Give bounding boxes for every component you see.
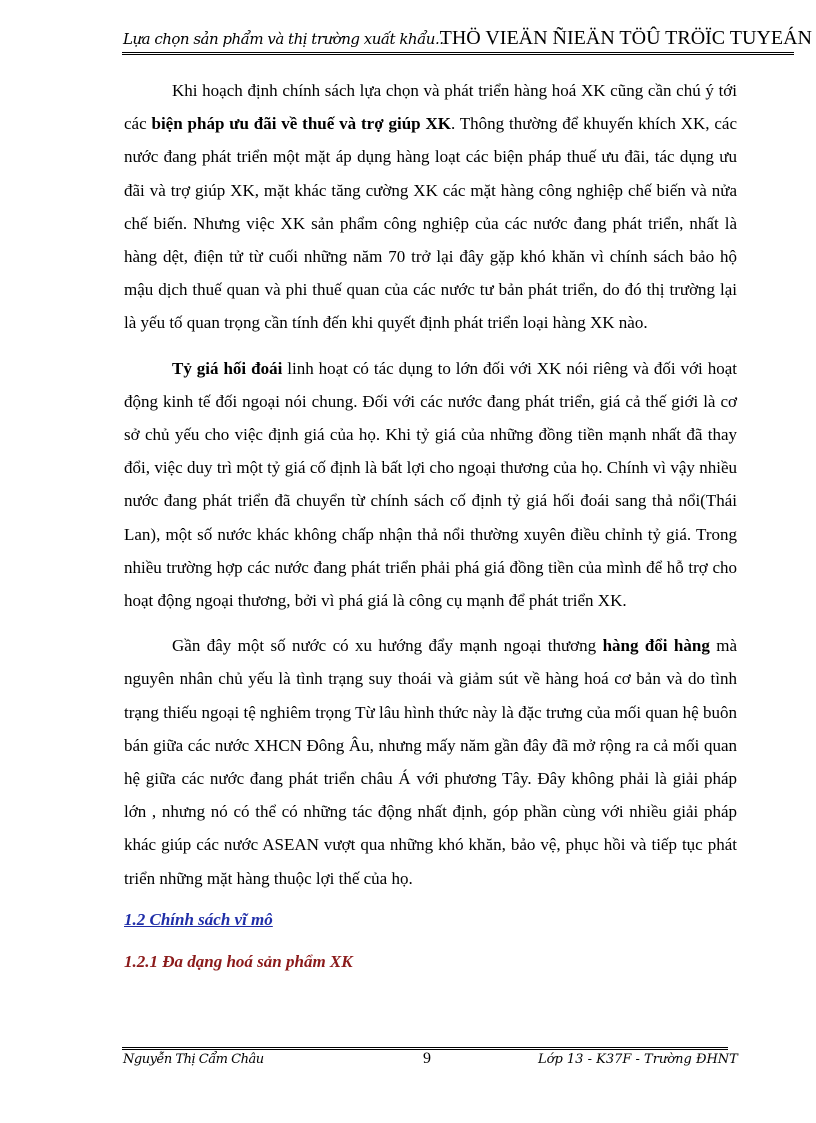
paragraph-text: linh hoạt có tác dụng to lớn đối với XK nói riêng và đối với hoạt động kinh tế đối ngoại nói chung. Đối với các nước đang phát triển, giá cả thế giới là cơ sở chủ yếu cho việc định giá của họ. Khi tỷ giá của những đồng tiền mạnh nhất đã thay đổi, việc duy trì một tỷ giá cố định là bất lợi cho ngoại thương của họ. Chính vì vậy nhiều nước đang phát triển đã chuyển từ chính sách cố định tỷ giá hối đoái sang thả nổi(Thái Lan), một số nước khác không chấp nhận thả nổi thường xuyên điều chỉnh tỷ giá. Trong nhiều trường hợp các nước đang phát triển phải phá giá đồng tiền của mình để hỗ trợ cho hoạt động ngoại thương, bởi vì phá giá là công cụ mạnh để phát triển XK. <box>124 358 738 611</box>
paragraph-emphasis: biện pháp ưu đãi về thuế và trợ giúp XK <box>151 114 451 134</box>
paragraph-emphasis: Tỷ giá hối đoái <box>172 358 283 378</box>
paragraph-export-incentives <box>124 74 737 340</box>
section-heading-macro-policy: 1.2 Chính sách vĩ mô <box>124 909 273 929</box>
paragraph-text: Gần đây một số nước có xu hướng đẩy mạnh ngoại thương <box>172 636 603 656</box>
page-number: 9 <box>423 1050 431 1067</box>
subsection-heading-diversification: 1.2.1 Đa dạng hoá sản phẩm XK <box>124 951 353 971</box>
paragraph-barter-trade <box>124 629 737 895</box>
footer-author: Nguyễn Thị Cẩm Châu <box>123 1052 264 1067</box>
paragraph-text: mà nguyên nhân chủ yếu là tình trạng suy thoái và giảm sút về hàng hoá cơ bản và do tình trạng thiếu ngoại tệ nghiêm trọng Từ lâu hình thức này là đặc trưng của mối quan hệ buôn bán giữa các nước XHCN Đông Âu, nhưng mấy năm gần đây đã mở rộng ra cả mối quan hệ giữa các nước đang phát triển châu Á với phương Tây. Đây không phải là giải pháp lớn , nhưng nó có thể có những tác động nhất định, góp phần cùng với nhiều giải pháp khác giúp các nước ASEAN vượt qua những khó khăn, bảo vệ, phục hồi và tiếp tục phát triển những mặt hàng thuộc lợi thế của họ. <box>124 636 737 888</box>
footer-class-info: Lớp 13 - K37F - Trường ĐHNT <box>538 1052 738 1067</box>
paragraph-text: . Thông thường để khuyến khích XK, các nước đang phát triển một mặt áp dụng hàng loạt các biện pháp thuế ưu đãi, tác dụng ưu đãi và trợ giúp XK, mặt khác tăng cường XK các mặt hàng công nghiệp chế biến và nửa chế biến. Nhưng việc XK sản phẩm công nghiệp của các nước đang phát triển, nhất là hàng dệt, điện tử từ cuối những năm 70 trở lại đây gặp khó khăn vì chính sách bảo hộ mậu dịch thuế quan và phi thuế quan của các nước tư bản phát triển, do đó thị trường lại là yếu tố quan trọng cần tính đến khi quyết định phát triển loại hàng XK nào. <box>124 114 737 333</box>
library-banner: THÖ VIEÄN ÑIEÄN TÖÛ TRÖÏC TUYEÁN <box>439 27 812 49</box>
page-body <box>124 74 737 975</box>
paragraph-emphasis: hàng đổi hàng <box>602 636 710 656</box>
running-header-title: Lựa chọn sản phẩm và thị trường xuất khẩu... <box>123 30 448 48</box>
paragraph-text: Khi hoạch định chính sách lựa chọn và phát triển hàng hoá XK cũng cần chú ý tới các <box>124 81 737 134</box>
header-divider <box>122 52 794 57</box>
paragraph-exchange-rate <box>124 352 737 618</box>
